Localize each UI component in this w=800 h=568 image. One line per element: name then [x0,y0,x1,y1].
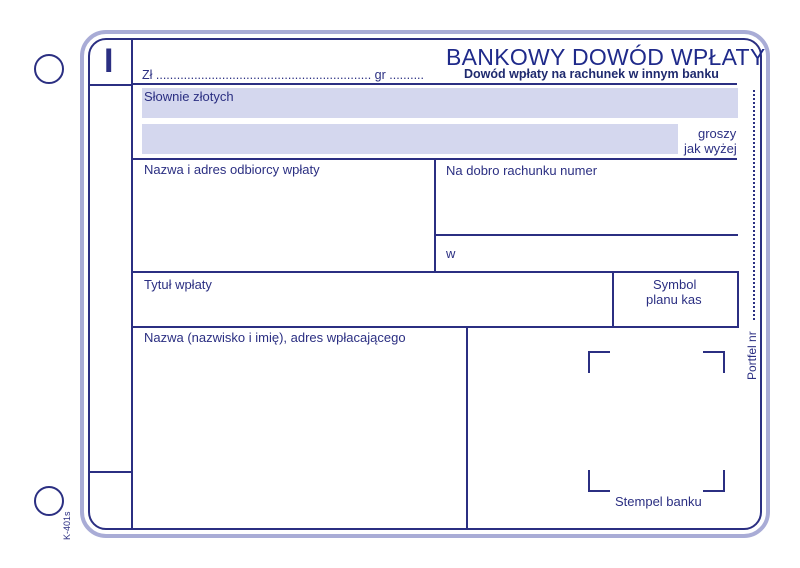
symbol-label-line-1: Symbol [653,277,697,292]
purpose-label: Tytuł wpłaty [144,277,212,292]
amount-in-words-field-2[interactable] [142,124,678,154]
header-rule [132,83,737,85]
purpose-field[interactable] [134,294,610,324]
form-subtitle: Dowód wpłaty na rachunek w innym banku [464,67,719,81]
payer-stamp-divider [466,327,468,528]
copy-number: I [104,42,114,80]
bank-name-field[interactable] [460,238,736,270]
stamp-label: Stempel banku [615,494,702,509]
portfel-number-field[interactable] [746,90,760,320]
purpose-symbol-divider [612,272,614,328]
account-bank-rule [435,234,738,236]
words-label: Słownie złotych [144,89,234,104]
amount-line[interactable]: Zł .............................................................. gr .......... [142,68,424,82]
left-column-top-rule [89,84,132,86]
form-code: K-401s [62,511,72,540]
binder-hole-bottom [34,486,64,516]
recipient-field[interactable] [134,180,432,270]
recipient-label: Nazwa i adres odbiorcy wpłaty [144,162,320,177]
portfel-label: Portfel nr [745,331,759,380]
bank-stamp-area[interactable] [590,353,723,490]
binder-hole-top [34,54,64,84]
account-label: Na dobro rachunku numer [446,163,598,178]
account-number-field[interactable] [438,182,736,232]
form-title: BANKOWY DOWÓD WPŁATY [446,44,766,70]
bank-label: w [446,246,456,261]
left-column-bottom-rule [89,471,132,473]
symbol-label-line-2: planu kas [646,292,702,307]
jak-wyzej-label: jak wyżej [684,141,737,156]
payer-label: Nazwa (nazwisko i imię), adres wpłacającego [144,330,406,345]
payer-field[interactable] [134,348,464,524]
recipient-account-divider [434,159,436,272]
groszy-label: groszy [698,126,737,141]
